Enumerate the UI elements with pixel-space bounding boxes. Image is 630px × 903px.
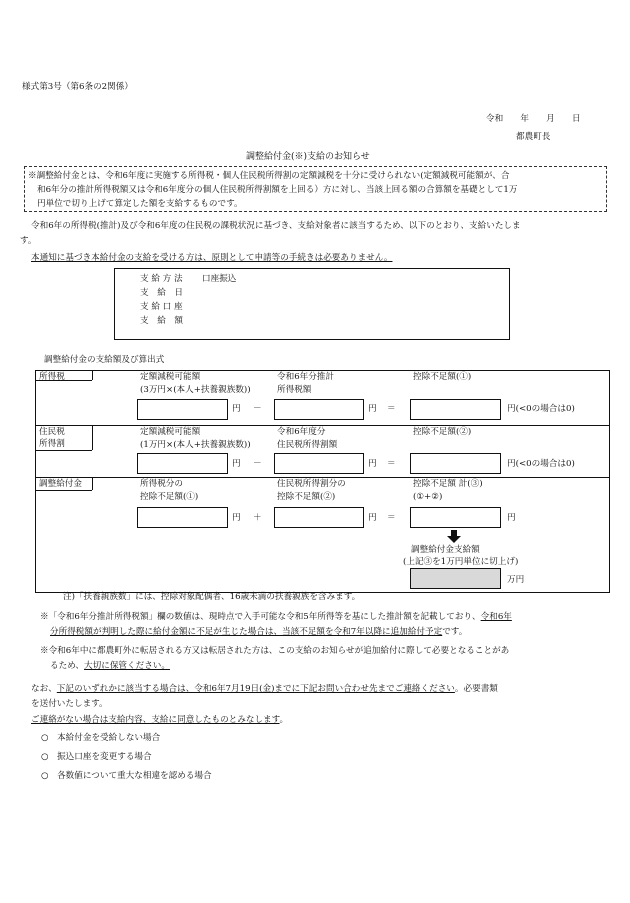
calc-divider-1	[35, 425, 610, 426]
adjustment-result-box	[410, 568, 501, 589]
resident-tax-col3-l1: 控除不足額(②)	[413, 427, 472, 437]
adjustment-col1-l1: 所得税分の	[140, 479, 183, 489]
adjustment-result-l1: 調整給付金支給額	[411, 545, 480, 555]
income-tax-col1-l1: 定額減税可能額	[140, 372, 201, 382]
income-tax-col2-l1: 令和6年分推計	[277, 372, 335, 382]
resident-tax-equals: ＝	[387, 459, 396, 469]
income-tax-col3-l1: 控除不足額(①)	[413, 372, 472, 382]
note2-line1: ※令和6年中に都農町外に転居される方又は転居された方は、この支給のお知らせが追加給付に際して必要となることがあ	[40, 646, 510, 656]
intro-line-1: 令和6年の所得税(推計)及び令和6年度の住民税の課税状況に基づき、支給対象者に該当するため、以下のとおり、支給いたしま	[31, 221, 521, 231]
adjustment-label: 調整給付金	[39, 479, 82, 489]
calc-title: 調整給付金の支給額及び算出式	[44, 355, 165, 365]
income-tax-col1-l2: (3万円×(本人+扶養親族数))	[140, 385, 251, 395]
note2-line2: るため、大切に保管ください。	[50, 661, 170, 671]
adjustment-unit-3: 円	[507, 513, 516, 523]
form-number: 様式第3号（第6条の2関係）	[22, 82, 133, 92]
calc-footnote: 注)「扶養親族数」には、控除対象配偶者、16歳未満の扶養親族を含みます。	[63, 592, 361, 602]
note1-line2: 分所得税額が判明した際に給付金額に不足が生じた場合は、当該不足額を令和7年以降に追加給付予定です。	[50, 627, 468, 637]
income-tax-unit-2: 円	[368, 404, 377, 414]
intro-line-3: 本通知に基づき本給付金の支給を受ける方は、原則として申請等の手続きは必要ありません。	[31, 253, 393, 263]
income-tax-unit-1: 円	[232, 404, 241, 414]
note-line-2: 和6年分の推計所得税額又は令和6年度分の個人住民税所得割額を上回る）方に対し、当該上回る額の合算額を基礎として1万	[37, 185, 518, 195]
adjustment-result-l2: (上記③を1万円単位に切上げ)	[403, 557, 519, 567]
contact-line-2: を送付いたします。	[31, 699, 108, 709]
income-tax-estimate-box	[274, 399, 364, 420]
page-title: 調整給付金(※)支給のお知らせ	[246, 152, 370, 162]
down-arrow-icon	[447, 530, 461, 544]
adjustment-col3-l1: 控除不足額 計(③)	[413, 479, 483, 489]
adjustment-equals: ＝	[387, 513, 396, 523]
resident-tax-unit-2: 円	[368, 459, 377, 469]
note-line-1: ※調整給付金とは、令和6年度に実施する所得税・個人住民税所得割の定額減税を十分に受けられない(定額減税可能額が、合	[28, 171, 510, 181]
adjustment-plus: ＋	[253, 513, 262, 523]
resident-tax-minus: －	[253, 459, 262, 469]
adjustment-unit-2: 円	[368, 513, 377, 523]
income-tax-label: 所得税	[39, 372, 65, 382]
payment-method-label: 支 給 方 法	[140, 274, 183, 284]
adjustment-unit-1: 円	[232, 513, 241, 523]
resident-tax-reducible-box	[137, 453, 228, 474]
contact-line-1: なお、下記のいずれかに該当する場合は、令和6年7月19日(金)までに下記お問い合わせ先までご連絡ください。必要書類	[31, 684, 498, 694]
payment-account-label: 支 給 口 座	[140, 302, 183, 312]
contact-line-3: ご連絡がない場合は支給内容、支給に同意したものとみなします。	[31, 715, 289, 725]
calc-divider-2	[35, 477, 610, 478]
adjustment-col3-l2: (①+②)	[413, 492, 443, 502]
resident-tax-unit-1: 円	[232, 459, 241, 469]
note-line-3: 円単位で切り上げて算定した額を支給するものです。	[37, 199, 243, 209]
resident-tax-label-l2: 所得割	[39, 439, 65, 449]
option-decline: ○ 本給付金を受給しない場合	[41, 733, 161, 743]
resident-tax-shortfall-box	[410, 453, 501, 474]
income-tax-col2-l2: 所得税額	[277, 385, 312, 395]
adjustment-result-unit: 万円	[507, 575, 525, 585]
option-change-account: ○ 振込口座を変更する場合	[41, 752, 152, 762]
payment-amount-label: 支 給 額	[140, 316, 183, 326]
payment-date-label: 支 給 日	[140, 288, 183, 298]
payment-method-value: 口座振込	[202, 274, 237, 284]
adjustment-income-shortfall-box	[137, 507, 228, 528]
resident-tax-col1-l2: (1万円×(本人+扶養親族数))	[140, 440, 251, 450]
adjustment-col2-l1: 住民税所得割分の	[277, 479, 346, 489]
note1-line1: ※「令和6年分推計所得税額」欄の数値は、現時点で入手可能な令和5年所得等を基にした推計額を記載しており、令和6年	[40, 612, 512, 622]
intro-line-2: す。	[20, 236, 37, 246]
adjustment-col1-l2: 控除不足額(①)	[140, 492, 199, 502]
resident-tax-col2-l2: 住民税所得割額	[277, 440, 338, 450]
resident-tax-col2-l1: 令和6年度分	[277, 427, 326, 437]
income-tax-unit-3: 円(<0の場合は0)	[507, 404, 575, 414]
income-tax-equals: ＝	[387, 404, 396, 414]
date-line: 令和 年 月 日	[486, 114, 581, 124]
income-tax-minus: －	[253, 404, 262, 414]
adjustment-total-shortfall-box	[410, 507, 501, 528]
income-tax-reducible-box	[137, 399, 228, 420]
option-discrepancy: ○ 各数値について重大な相違を認める場合	[41, 771, 212, 781]
resident-tax-label-l1: 住民税	[39, 427, 65, 437]
issuer: 都農町長	[516, 132, 551, 142]
income-tax-shortfall-box	[410, 399, 501, 420]
adjustment-resident-shortfall-box	[274, 507, 364, 528]
resident-tax-amount-box	[274, 453, 364, 474]
adjustment-col2-l2: 控除不足額(②)	[277, 492, 336, 502]
resident-tax-unit-3: 円(<0の場合は0)	[507, 459, 575, 469]
resident-tax-col1-l1: 定額減税可能額	[140, 427, 201, 437]
